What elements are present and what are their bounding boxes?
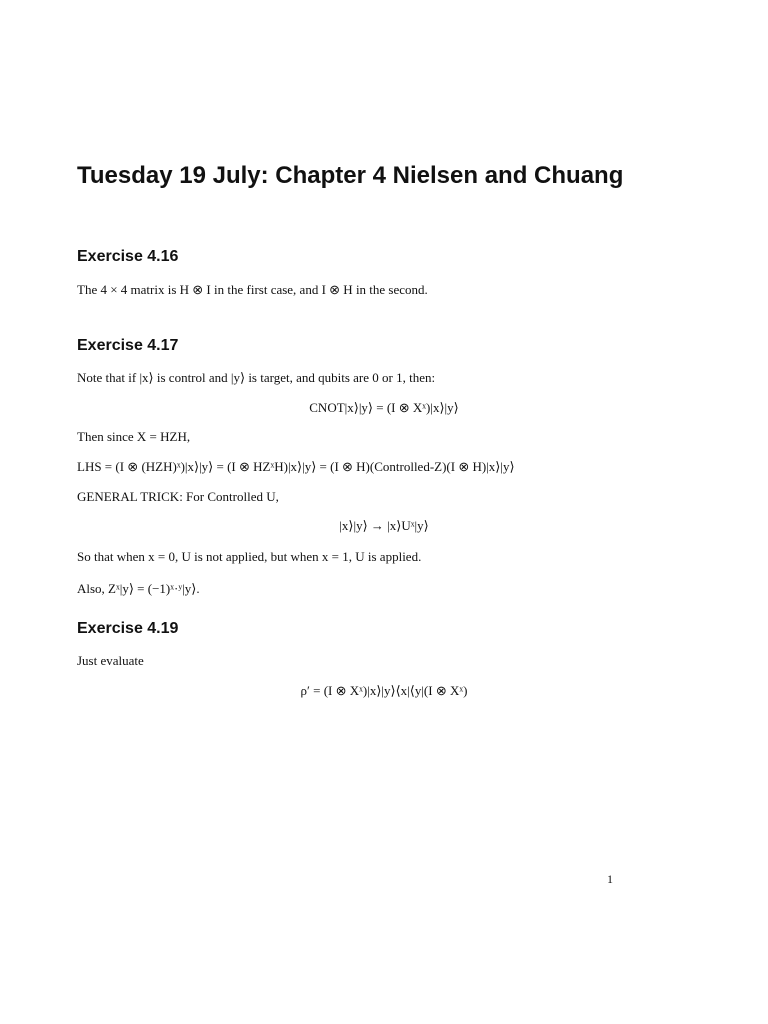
ex417-sothat: So that when x = 0, U is not applied, but when x = 1, U is applied. [77, 549, 422, 564]
ex417-also: Also, Zˣ|y⟩ = (−1)ˣ·ʸ|y⟩. [77, 581, 200, 596]
ex416-text: The 4 × 4 matrix is H ⊗ I in the first case, and I ⊗ H in the second. [77, 282, 428, 297]
section-heading-4-17: Exercise 4.17 [77, 337, 179, 354]
section-heading-4-19: Exercise 4.19 [77, 620, 179, 637]
ex417-trick: GENERAL TRICK: For Controlled U, [77, 489, 279, 504]
ex419-intro: Just evaluate [77, 653, 144, 668]
equation-lhs: LHS = (I ⊗ (HZH)ˣ)|x⟩|y⟩ = (I ⊗ HZˣH)|x⟩|y⟩ = (I ⊗ H)(Controlled-Z)(I ⊗ H)|x⟩|y⟩ [77, 459, 515, 474]
equation-controlled-u: |x⟩|y⟩ → |x⟩Uˣ|y⟩ [339, 518, 429, 533]
page-title: Tuesday 19 July: Chapter 4 Nielsen and Chuang [77, 162, 624, 189]
equation-cnot: CNOT|x⟩|y⟩ = (I ⊗ Xˣ)|x⟩|y⟩ [309, 400, 459, 415]
ex417-intro: Note that if |x⟩ is control and |y⟩ is target, and qubits are 0 or 1, then: [77, 370, 436, 385]
equation-rho: ρ′ = (I ⊗ Xˣ)|x⟩|y⟩⟨x|⟨y|(I ⊗ Xˣ) [300, 683, 468, 698]
section-heading-4-16: Exercise 4.16 [77, 248, 179, 265]
page-number: 1 [607, 872, 613, 886]
ex417-then: Then since X = HZH, [77, 429, 191, 444]
